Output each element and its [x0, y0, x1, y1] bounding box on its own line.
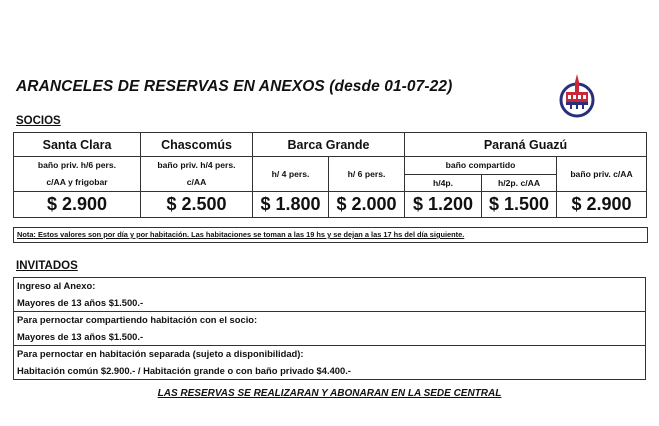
price-parana-private: $ 2.900 [557, 192, 647, 218]
club-logo-icon [559, 72, 595, 120]
guest-rate-block [14, 345, 645, 379]
socios-rates-table [13, 132, 647, 218]
socios-section-label: SOCIOS [16, 115, 61, 127]
page-title: ARANCELES DE RESERVAS EN ANEXOS (desde 01-07-22) [16, 78, 453, 95]
shared-bath-label: baño compartido [405, 157, 557, 175]
room-desc-parana-private: baño priv. c/AA [557, 157, 647, 192]
anexo-name-chascomus: Chascomús [141, 133, 253, 157]
price-parana-4p: $ 1.200 [405, 192, 482, 218]
guest-rate-block [14, 278, 645, 311]
anexo-name-parana-guazu: Paraná Guazú [405, 133, 647, 157]
price-chascomus: $ 2.500 [141, 192, 253, 218]
guest-rate-value: Habitación común $2.900.- / Habitación grande o con baño privado $4.400.- [17, 364, 351, 376]
room-desc-parana-2p: h/2p. c/AA [482, 174, 557, 192]
price-santa-clara: $ 2.900 [14, 192, 141, 218]
price-parana-2p: $ 1.500 [482, 192, 557, 218]
guest-rate-heading: Para pernoctar compartiendo habitación con el socio: [17, 314, 258, 325]
room-desc-parana-4p: h/4p. [405, 174, 482, 192]
room-desc-line: c/AA [186, 177, 207, 187]
room-desc-barca-grande-6: h/ 6 pers. [329, 157, 405, 192]
guest-rate-heading: Ingreso al Anexo: [17, 280, 96, 291]
room-desc-santa-clara [14, 157, 141, 192]
anexo-name-barca-grande: Barca Grande [253, 133, 405, 157]
room-desc-line: baño priv. h/4 pers. [157, 160, 236, 170]
guest-rate-heading: Para pernoctar en habitación separada (sujeto a disponibilidad): [17, 348, 304, 359]
guest-rate-value: Mayores de 13 años $1.500.- [17, 296, 144, 308]
guest-rate-block [14, 311, 645, 345]
guest-rate-value: Mayores de 13 años $1.500.- [17, 330, 144, 342]
price-barca-grande-4: $ 1.800 [253, 192, 329, 218]
room-desc-line: baño priv. h/6 pers. [37, 160, 117, 170]
footer-notice: LAS RESERVAS SE REALIZARAN Y ABONARAN EN LA SEDE CENTRAL [157, 388, 502, 399]
room-desc-chascomus [141, 157, 253, 192]
price-barca-grande-6: $ 2.000 [329, 192, 405, 218]
invitados-table [13, 277, 646, 380]
invitados-section-label: INVITADOS [16, 260, 78, 272]
room-desc-barca-grande-4: h/ 4 pers. [253, 157, 329, 192]
rates-note: Nota: Estos valores son por día y por habitación. Las habitaciones se toman a las 19 hs y se dejan a las 17 hs del día siguiente. [13, 227, 648, 243]
anexo-name-santa-clara: Santa Clara [14, 133, 141, 157]
room-desc-line: c/AA y frigobar [46, 177, 108, 187]
